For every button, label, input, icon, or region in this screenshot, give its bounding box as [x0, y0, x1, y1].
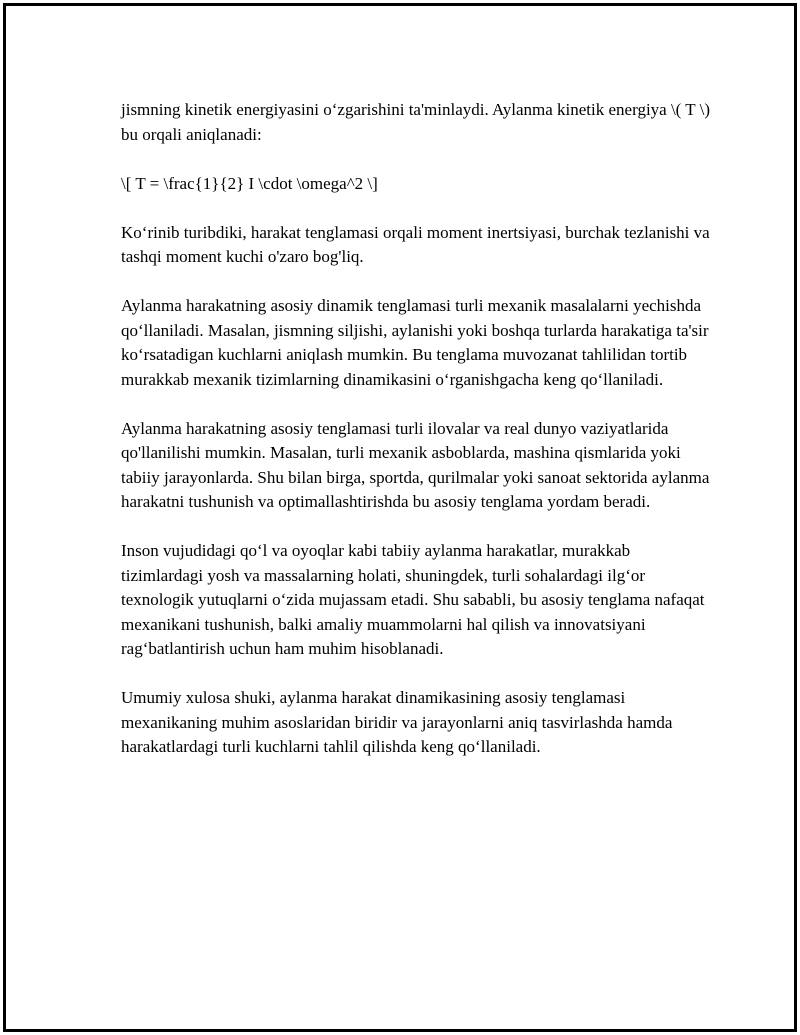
- paragraph-dynamic-equation-usage: Aylanma harakatning asosiy dinamik tenglamasi turli mexanik masalalarni yechishda qo‘llaniladi. Masalan, jismning siljishi, aylanishi yoki boshqa turlarda harakatiga ta'sir ko‘rsatadigan kuchlarni aniqlash mumkin. Bu tenglama muvozanat tahlilidan tortib murakkab mexanik tizimlarning dinamikasini o‘rganishgacha keng qo‘llaniladi.: [121, 296, 709, 389]
- paragraph-equation-relation: Ko‘rinib turibdiki, harakat tenglamasi orqali moment inertsiyasi, burchak tezlanishi va tashqi moment kuchi o'zaro bog'liq.: [121, 222, 710, 266]
- paragraph-conclusion: Umumiy xulosa shuki, aylanma harakat dinamikasining asosiy tenglamasi mexanikaning muhim asoslaridan biridir va jarayonlarni aniq tasvirlashda hamda harakatlardagi turli kuchlarni tahlil qilishda keng qo‘llaniladi.: [121, 688, 673, 756]
- document-body: [121, 98, 711, 784]
- paragraph-natural-rotation: Inson vujudidagi qo‘l va oyoqlar kabi tabiiy aylanma harakatlar, murakkab tizimlardagi yosh va massalarning holati, shuningdek, turli sohalardagi ilg‘or texnologik yutuqlarni o‘zida mujassam etadi. Shu sababli, bu asosiy tenglama nafaqat mexanikani tushunish, balki amaliy muammolarni hal qilish va innovatsiyani rag‘batlantirish uchun ham muhim hisoblanadi.: [121, 541, 705, 658]
- formula-kinetic-energy: \[ T = \frac{1}{2} I \cdot \omega^2 \]: [121, 173, 378, 193]
- page-frame: [3, 3, 797, 1032]
- paragraph-real-world-applications: Aylanma harakatning asosiy tenglamasi turli ilovalar va real dunyo vaziyatlarida qo'llanilishi mumkin. Masalan, turli mexanik asboblarda, mashina qismlarida yoki tabiiy jarayonlarda. Shu bilan birga, sportda, qurilmalar yoki sanoat sektorida aylanma harakatni tushunish va optimallashtirishda bu asosiy tenglama yordam beradi.: [121, 418, 710, 511]
- paragraph-kinetic-energy: jismning kinetik energiyasini o‘zgarishini ta'minlaydi. Aylanma kinetik energiya \( T \) bu orqali aniqlanadi:: [121, 100, 710, 144]
